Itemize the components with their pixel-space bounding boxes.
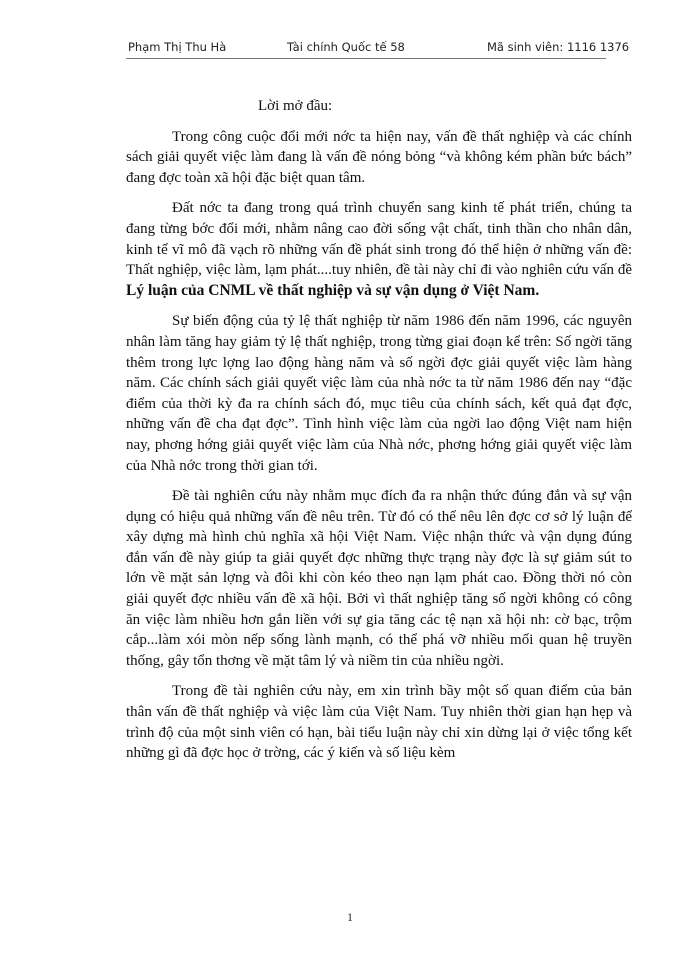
paragraph-4: Đề tài nghiên cứu này nhằm mục đích đa ra nhận thức đúng đắn và sự vận dụng có hiệu quả những vấn đề nêu trên. Từ đó có thể nêu lên đợc cơ sở lý luận để xây dựng mà hình chủ nghĩa xã hội Việt Nam. Việc nhận thức và vận dụng đúng đắn vấn đề này giúp ta giải quyết đợc những thực trạng này đợc là sự giảm sút to lớn về mặt sản lợng và đôi khi còn kéo theo nạn lạm phát cao. Đồng thời nó còn giải quyết đợc nhiều vấn đề xã hội. Bởi vì thất nghiệp tăng số ngời không có công ăn việc làm nhiều hơn gắn liền với sự gia tăng các tệ nạn xã hội nh: cờ bạc, trộm cắp...làm xói mòn nếp sống lành mạnh, có thể phá vỡ nhiều mối quan hệ truyền thống, gây tổn thơng về mặt tâm lý và niềm tin của nhiều ngời.	[126, 488, 632, 669]
paragraph-2-text: Đất nớc ta đang trong quá trình chuyển sang kinh tế phát triển, chúng ta đang từng bớc đổi mới, nhằm nâng cao đời sống vật chất, tinh thần cho nhân dân, kinh tế vĩ mô đã vạch rõ những vấn đề phát sinh trong đó thể hiện ở những vấn đề: Thất nghiệp, việc làm, lạm phát....tuy nhiên, đề tài này chỉ đi vào nghiên cứu vấn đề	[126, 200, 632, 279]
paragraph-3: Sự biến động của tỷ lệ thất nghiệp từ năm 1986 đến năm 1996, các nguyên nhân làm tăng hay giảm tỷ lệ thất nghiệp, trong từng giai đoạn kể trên: Số ngời tăng thêm trong lực lợng lao động hàng năm và số ngời đợc giải quyết việc làm hàng năm. Các chính sách giải quyết việc làm của nhà nớc ta từ năm 1986 đến nay “đặc điểm của thời kỳ đa ra chính sách đó, mục tiêu của chính sách, kết quả đạt đợc, những vấn đề cha đạt đợc”. Tình hình việc làm của ngời lao động Việt nam hiện nay, phơng hớng giải quyết việc làm của Nhà nớc, phơng hớng giải quyết việc làm của Nhà nớc trong thời gian tới.	[126, 313, 632, 474]
document-body	[126, 96, 632, 774]
section-title: Lời mở đầu:	[258, 98, 333, 114]
header-rule	[126, 58, 606, 59]
paragraph-1: Trong công cuộc đổi mới nớc ta hiện nay, vấn đề thất nghiệp và các chính sách giải quyết việc làm đang là vấn đề nóng bỏng “và không kém phần bức bách” đang đợc toàn xã hội đặc biệt quan tâm.	[126, 128, 632, 186]
paragraph-2-emphasis: Lý luận của CNML về thất nghiệp và sự vận dụng ở Việt Nam.	[126, 281, 540, 299]
header-author: Phạm Thị Thu Hà	[128, 40, 227, 54]
header-class: Tài chính Quốc tế 58	[287, 40, 405, 54]
header-student-id: Mã sinh viên: 1116 1376	[487, 40, 630, 54]
paragraph-5: Trong đề tài nghiên cứu này, em xin trình bầy một số quan điểm của bản thân vấn đề thất nghiệp và việc làm của Việt Nam. Tuy nhiên thời gian hạn hẹp và trình độ của một sinh viên có hạn, bài tiểu luận này chỉ xin dừng lại ở việc tổng kết những gì đã đợc học ở trờng, các ý kiến và số liệu kèm	[126, 683, 632, 762]
paragraph-2	[126, 198, 632, 301]
page-number: 1	[347, 910, 353, 924]
page-header	[0, 40, 700, 60]
